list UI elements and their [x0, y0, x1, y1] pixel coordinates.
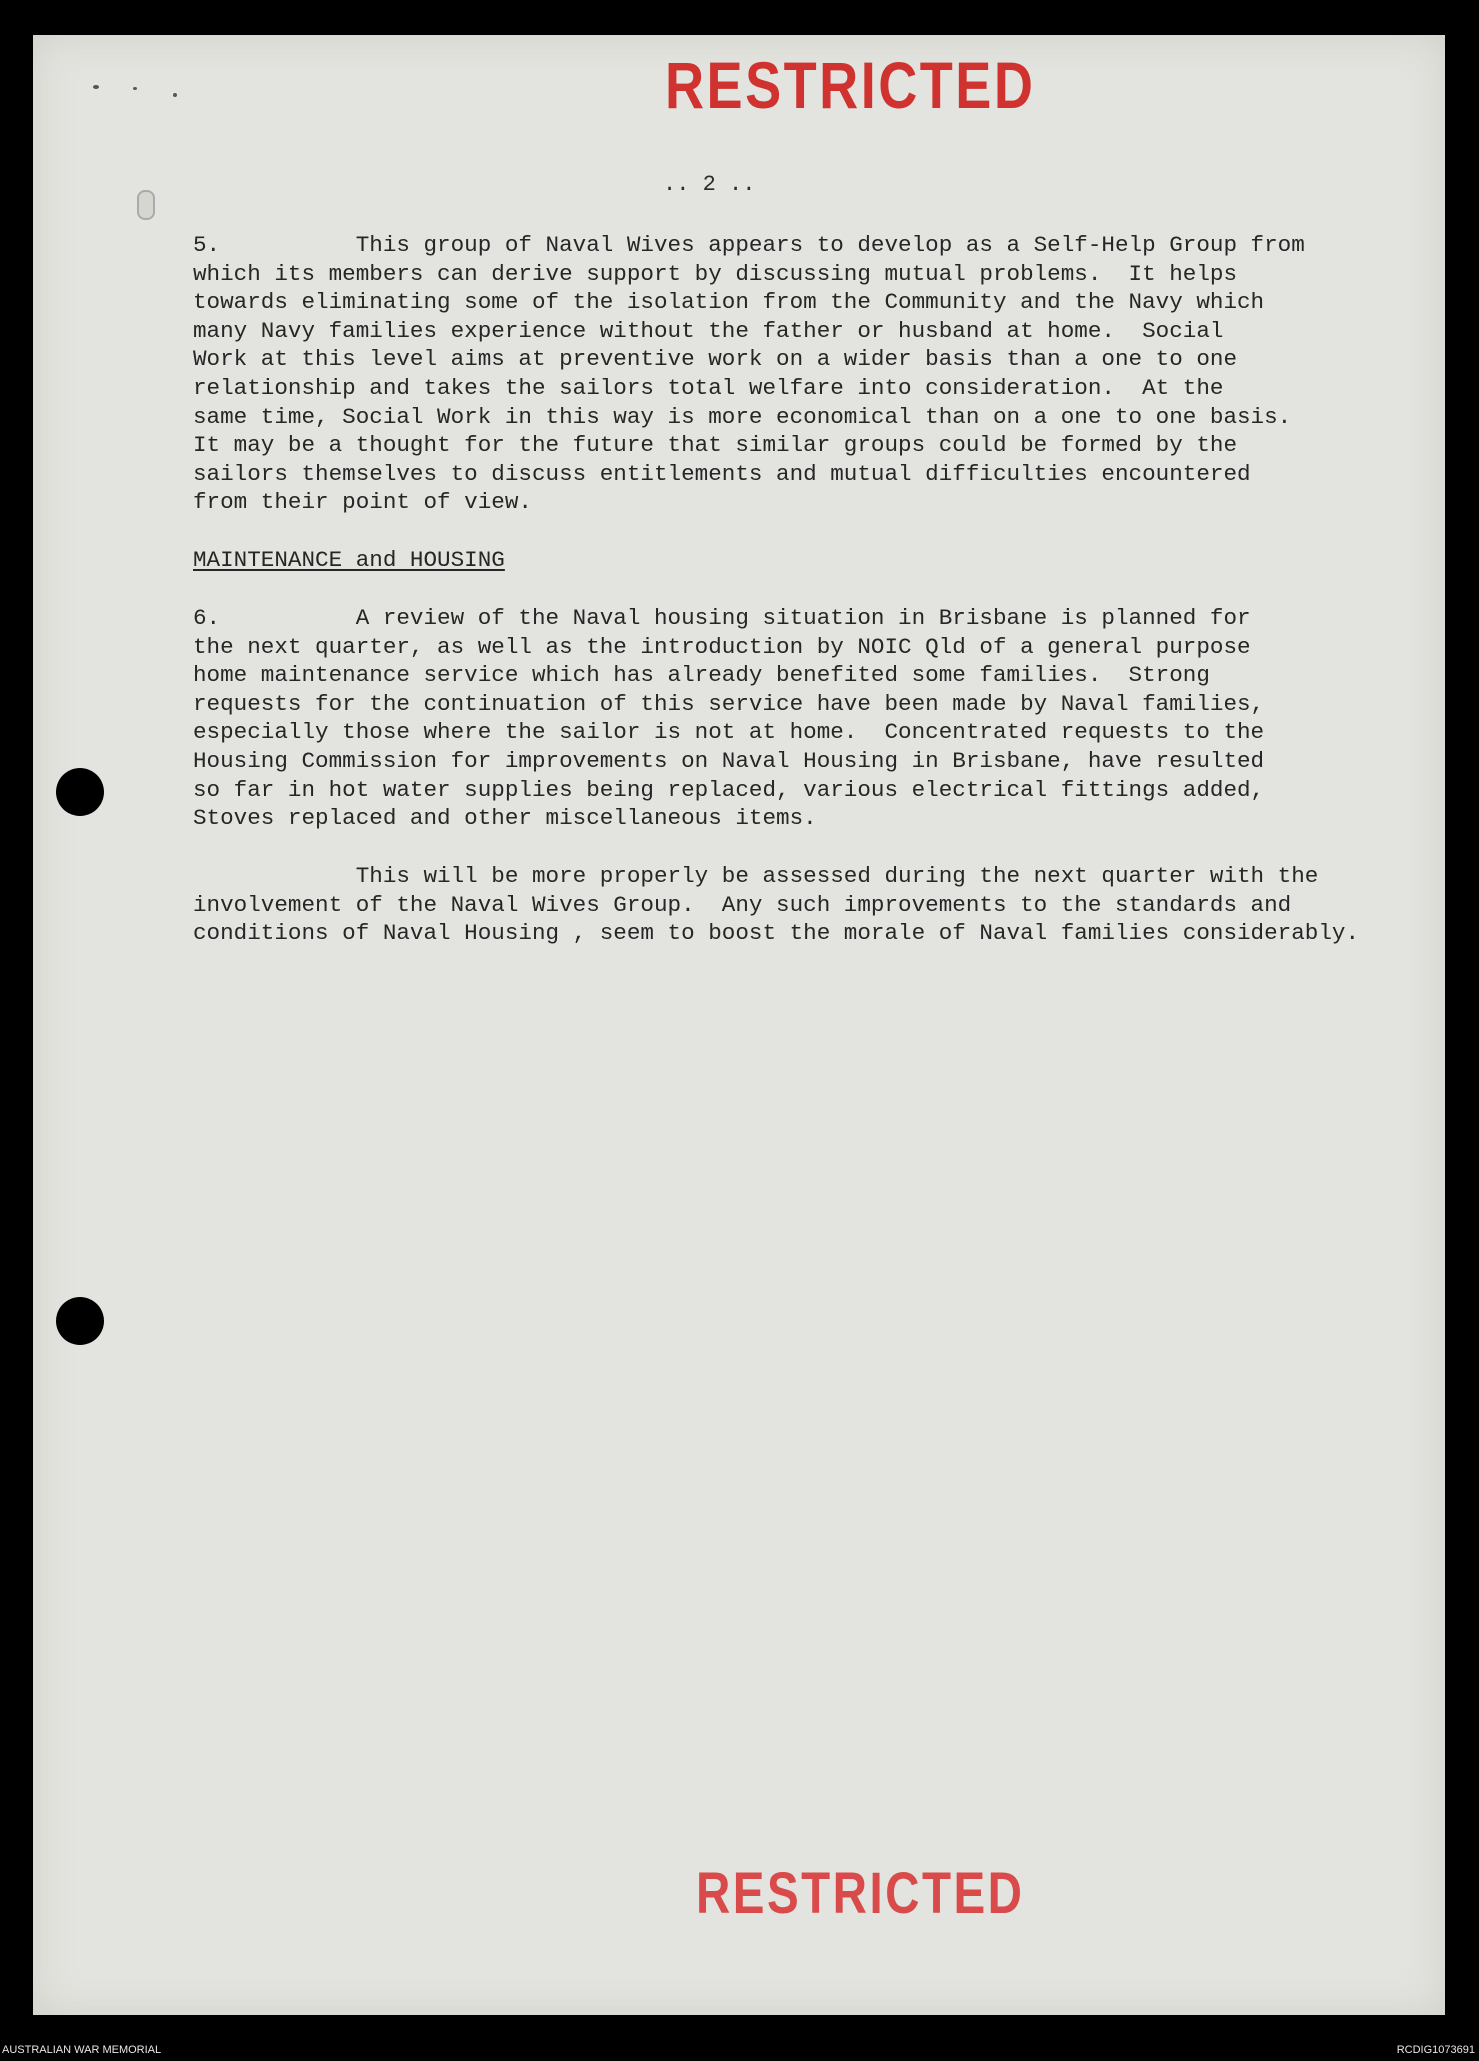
restricted-stamp-bottom: RESTRICTED [696, 1861, 1025, 1926]
staple-mark-icon [137, 190, 155, 220]
restricted-stamp-top: RESTRICTED [665, 48, 1036, 122]
paragraph-6: 6. A review of the Naval housing situation in Brisbane is planned for the next quarter, as well as the introduction by NOIC Qld of a general purpose home maintenance service which has already benefited some families. Strong requests for the continuation of this service have been made by Naval families, especially those where the sailor is not at home. Concentrated requests to the Housing Commission for improvements on Naval Housing in Brisbane, have resulted so far in hot water supplies being replaced, various electrical fittings added, Stoves replaced and other miscellaneous items. [193, 605, 1265, 832]
ink-speck-icon [173, 93, 177, 97]
ink-speck-icon [133, 87, 137, 90]
archive-reference: RCDIG1073691 [1396, 2044, 1475, 2056]
section-heading-maintenance-housing: MAINTENANCE and HOUSING [193, 547, 505, 573]
punch-hole-icon [56, 1297, 104, 1345]
document-page [33, 35, 1445, 2015]
archive-caption: AUSTRALIAN WAR MEMORIAL [2, 2044, 162, 2056]
paragraph-5: 5. This group of Naval Wives appears to develop as a Self-Help Group from which its members can derive support by discussing mutual problems. It helps towards eliminating some of the isolation from the Community and the Navy which many Navy families experience without the father or husband at home. Social Work at this level aims at preventive work on a wider basis than a one to one relationship and takes the sailors total welfare into consideration. At the same time, Social Work in this way is more economical than on a one to one basis. It may be a thought for the future that similar groups could be formed by the sailors themselves to discuss entitlements and mutual difficulties encountered from their point of view. [193, 232, 1305, 516]
ink-speck-icon [93, 85, 99, 89]
page-number: .. 2 .. [663, 172, 756, 197]
paragraph-7: This will be more properly be assessed during the next quarter with the involvement of the Naval Wives Group. Any such improvements to the standards and conditions of Naval Housing , seem to boost the morale of Naval families considerably. [193, 863, 1360, 947]
punch-hole-icon [56, 768, 104, 816]
